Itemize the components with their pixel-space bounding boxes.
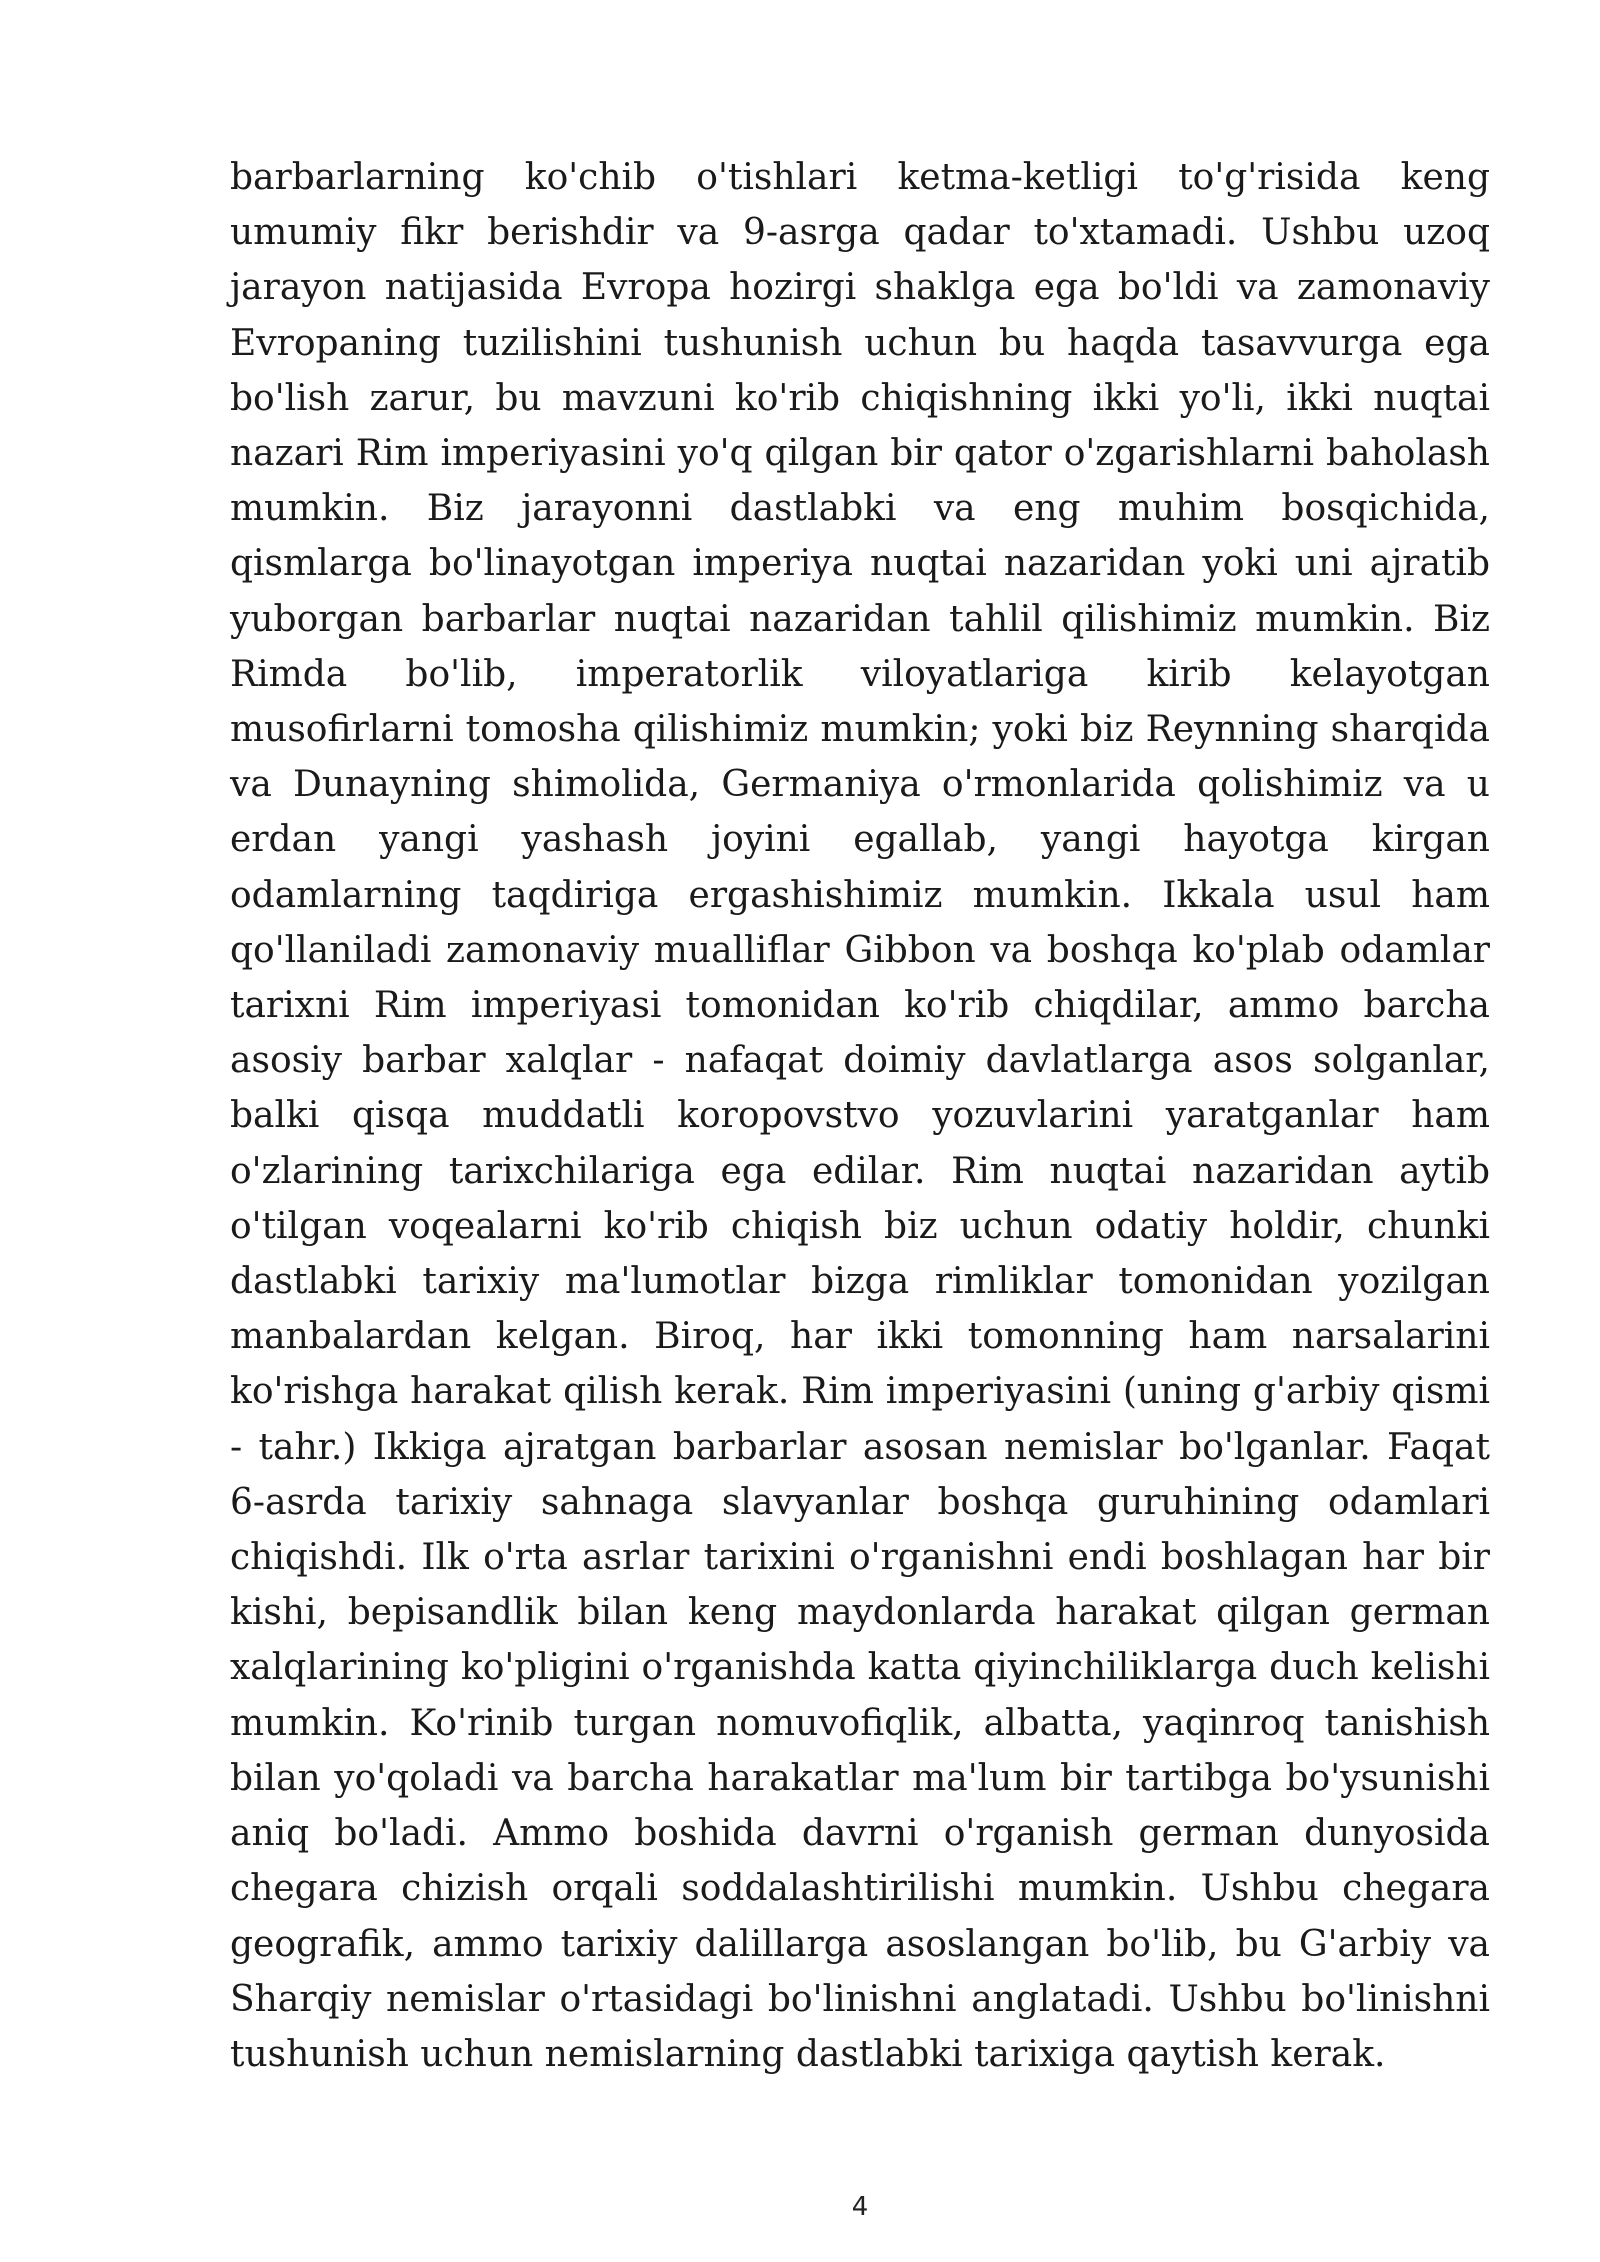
body-paragraph: barbarlarning ko'chib o'tishlari ketma-ketligi to'g'risida keng umumiy fikr berishdir va 9-asrga qadar to'xtamadi. Ushbu uzoq jarayon natijasida Evropa hozirgi shaklga ega bo'ldi va zamonaviy Evropaning tuzilishini tushunish uchun bu haqda tasavvurga ega bo'lish zarur, bu mavzuni ko'rib chiqishning ikki yo'li, ikki nuqtai nazari Rim imperiyasini yo'q qilgan bir qator o'zgarishlarni baholash mumkin. Biz jarayonni dastlabki va eng muhim bosqichida, qismlarga bo'linayotgan imperiya nuqtai nazaridan yoki uni ajratib yuborgan barbarlar nuqtai nazaridan tahlil qilishimiz mumkin. Biz Rimda bo'lib, imperatorlik viloyatlariga kirib kelayotgan musofirlarni tomosha qilishimiz mumkin; yoki biz Reynning sharqida va Dunayning shimolida, Germaniya o'rmonlarida qolishimiz va u erdan yangi yashash joyini egallab, yangi hayotga kirgan odamlarning taqdiriga ergashishimiz mumkin. Ikkala usul ham qo'llaniladi zamonaviy mualliflar Gibbon va boshqa ko'plab odamlar tarixni Rim imperiyasi tomonidan ko'rib chiqdilar, ammo barcha asosiy barbar xalqlar - nafaqat doimiy davlatlarga asos solganlar, balki qisqa muddatli koropovstvo yozuvlarini yaratganlar ham o'zlarining tarixchilariga ega edilar. Rim nuqtai nazaridan aytib o'tilgan voqealarni ko'rib chiqish biz uchun odatiy holdir, chunki dastlabki tarixiy ma'lumotlar bizga rimliklar tomonidan yozilgan manbalardan kelgan. Biroq, har ikki tomonning ham narsalarini ko'rishga harakat qilish kerak. Rim imperiyasini (uning g'arbiy qismi - tahr.) Ikkiga ajratgan barbarlar asosan nemislar bo'lganlar. Faqat 6-asrda tarixiy sahnaga slavyanlar boshqa guruhining odamlari chiqishdi. Ilk o'rta asrlar tarixini o'rganishni endi boshlagan har bir kishi, bepisandlik bilan keng maydonlarda harakat qilgan german xalqlarining ko'pligini o'rganishda katta qiyinchiliklarga duch kelishi mumkin. Ko'rinib turgan nomuvofiqlik, albatta, yaqinroq tanishish bilan yo'qoladi va barcha harakatlar ma'lum bir tartibga bo'ysunishi aniq bo'ladi. Ammo boshida davrni o'rganish german dunyosida chegara chizish orqali soddalashtirilishi mumkin. Ushbu chegara geografik, ammo tarixiy dalillarga asoslangan bo'lib, bu G'arbiy va Sharqiy nemislar o'rtasidagi bo'linishni anglatadi. Ushbu bo'linishni tushunish uchun nemislarning dastlabki tarixiga qaytish kerak. [230, 157, 1490, 2075]
page-number: 4 [851, 2192, 869, 2222]
